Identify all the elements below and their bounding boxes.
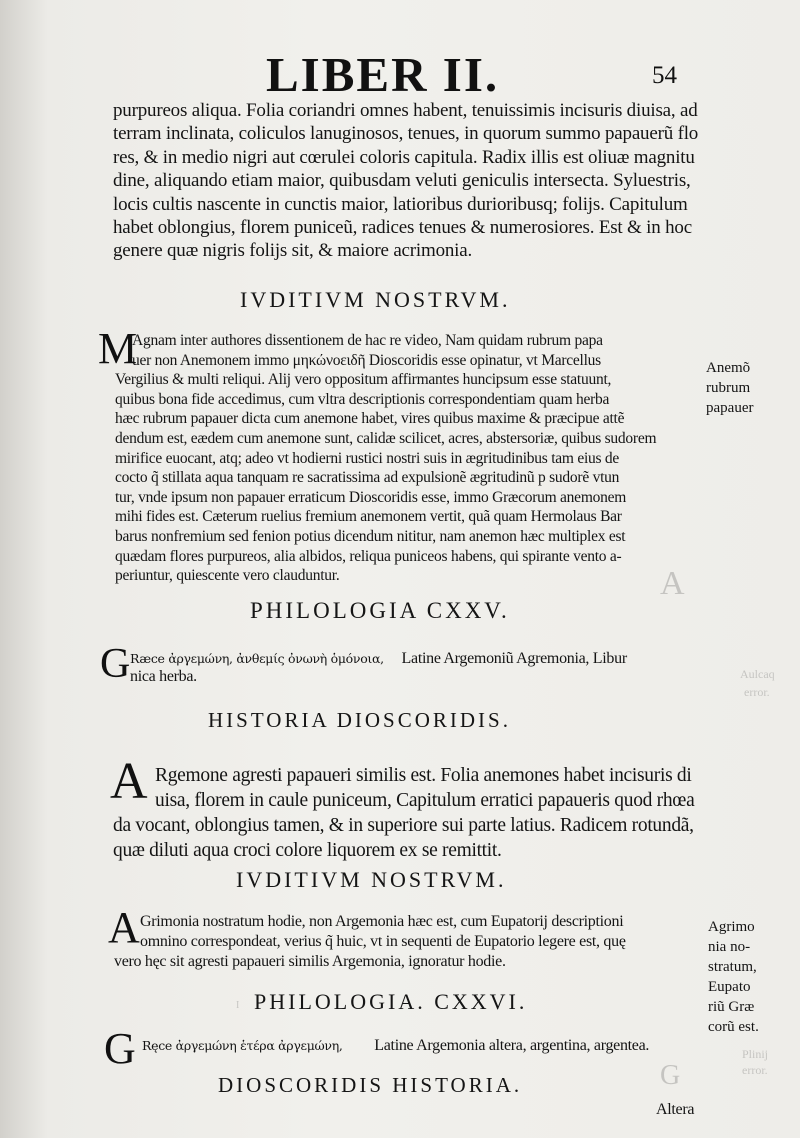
text-line [130, 650, 627, 668]
bleed-through: error. [742, 1063, 768, 1077]
latin-names: Latine Argemonia altera, argentina, argentea. [374, 1037, 650, 1054]
text-line: purpureos aliqua. Folia coriandri omnes habent, tenuissimis incisuris diuisa, ad [113, 100, 698, 121]
philologia1-text [130, 650, 627, 686]
section-heading: PHILOLOGIA. CXXVI. [254, 989, 528, 1014]
bleed-through: error. [744, 685, 770, 699]
drop-cap: M [98, 324, 138, 373]
text-line: omnino correspondeat, verius q̃ huic, vt in sequenti de Eupatorio legere est, quę [140, 933, 626, 950]
drop-cap: G [104, 1024, 136, 1073]
margin-line: Agrimo [708, 919, 755, 935]
opening-paragraph [113, 99, 698, 263]
drop-cap: A [110, 753, 148, 810]
bleed-through: Aulcaq [740, 667, 775, 681]
text-line: Agnam inter authores dissentionem de hac re video, Nam quidam rubrum papa [132, 332, 603, 349]
margin-line: nia no- [708, 939, 751, 955]
text-line: uisa, florem in caule puniceum, Capitulum erratici papaueris quod rhœa [155, 790, 695, 811]
margin-note [708, 917, 759, 1037]
text-line: quibus bona fide accedimus, cum vltra descriptionis correspondentiam quam herba [115, 390, 610, 408]
section2-paragraph [114, 912, 626, 972]
section1-paragraph [115, 331, 657, 586]
text-line: barus nonfremium sed fenion potius dicendum nititur, nam anemon hæc multiplex est [115, 527, 626, 545]
text-line: da vocant, oblongius tamen, & in superiore sui parte latius. Radicem rotundã, [113, 815, 694, 836]
drop-cap: A [108, 903, 140, 952]
greek-names: Ręce ἀργεμώνη ἑτέρα ἀργεμώνη, [142, 1038, 343, 1053]
text-line: habet oblongius, florem puniceũ, radices tenues & numerosiores. Est & in hoc [113, 217, 692, 239]
text-line: mihi fides est. Cæterum ruelius fremium anemonem vertit, quã quam Hermolaus Bar [115, 508, 622, 526]
text-line: quædam flores purpureos, alia albidos, reliqua puniceos habens, qui spirante vento a- [115, 547, 622, 565]
text-line: Rgemone agresti papaueri similis est. Folia anemones habet incisuris di [155, 765, 692, 786]
margin-line: rubrum [706, 380, 751, 396]
text-line: cocto q̃ stillata aqua tanquam re sacratissima ad expulsionẽ ægritudinũ p sudorẽ vtun [115, 469, 620, 487]
section-heading: IVDITIVM NOSTRVM. [236, 867, 507, 892]
bleed-through: Plinij [742, 1047, 769, 1061]
text-line: res, & in medio nigri aut cœrulei coloris capitula. Radix illis est oliuæ magnitu [113, 146, 695, 168]
text-line: quæ diluti aqua croci colore liquorem ex se remittit. [113, 840, 502, 861]
text-line: periuntur, quiescente vero clauduntur. [115, 567, 340, 585]
text-line: tur, vnde ipsum non papauer erraticum Dioscoridis esse, immo Græcorum anemonem [115, 488, 627, 506]
text-line: Grimonia nostratum hodie, non Argemonia hæc est, cum Eupatorij descriptioni [140, 913, 624, 930]
text-line: dendum est, eædem cum anemone sunt, calidæ scilicet, acres, abstersoriæ, quibus sudorem [115, 429, 657, 447]
page-title: LIBER II. [266, 47, 500, 102]
bleed-through: A [660, 565, 685, 602]
margin-line: Eupato [708, 979, 751, 995]
section-heading: DIOSCORIDIS HISTORIA. [218, 1073, 523, 1097]
folio-number: 54 [652, 62, 677, 89]
section-heading: IVDITIVM NOSTRVM. [240, 287, 511, 312]
margin-line: Anemõ [706, 360, 751, 376]
text-line: nica herba. [130, 668, 197, 685]
historia1-paragraph [113, 763, 695, 863]
catchword: Altera [656, 1101, 695, 1118]
philologia2-text [142, 1037, 649, 1055]
margin-note [706, 358, 753, 418]
bleed-through: I [236, 1000, 240, 1011]
text-line: mirifice euocant, atq; adeo vt hodierni rustici nostri suis in ægritudinibus tam eius de [115, 449, 620, 467]
text-line: Vergilius & multi reliqui. Alij vero oppositum affirmantes huncipsum esse statuunt, [115, 371, 612, 389]
margin-line: stratum, [708, 959, 757, 975]
margin-line: riũ Græ [708, 999, 755, 1015]
text-line: uer non Anemonem immo μηκώνοειδῆ Dioscoridis esse opinatur, vt Marcellus [132, 351, 601, 369]
text-line: vero hęc sit agresti papaueri similis Argemonia, ignoratur hodie. [114, 953, 506, 970]
text-line: dine, aliquando etiam maior, quibusdam veluti geniculis intersecta. Syluestris, [113, 170, 691, 192]
margin-line: corũ est. [708, 1019, 759, 1035]
greek-names: Ræce ἀργεμώνη, ἀνθεμίς ὀνωνὴ ὁμόνοια, [130, 651, 384, 666]
margin-line: papauer [706, 400, 754, 416]
section-heading: PHILOLOGIA CXXV. [250, 598, 510, 623]
text-line: terram inclinata, coliculos lanuginosos, tenues, in quorum summo papauerũ flo [113, 123, 699, 145]
text-line: locis cultis nascente in cunctis maior, latioribus durioribusq; folijs. Capitulum [113, 193, 688, 215]
text-line: genere quæ nigris folijs sit, & maiore acrimonia. [113, 240, 473, 262]
drop-cap: G [100, 641, 131, 687]
text-line: hæc rubrum papauer dicta cum anemone habet, vires quibus maxime & præcipue attẽ [115, 410, 625, 428]
latin-names: Latine Argemoniũ Agremonia, Libur [401, 650, 627, 667]
bleed-through: G [660, 1060, 681, 1091]
section-heading: HISTORIA DIOSCORIDIS. [208, 708, 511, 732]
